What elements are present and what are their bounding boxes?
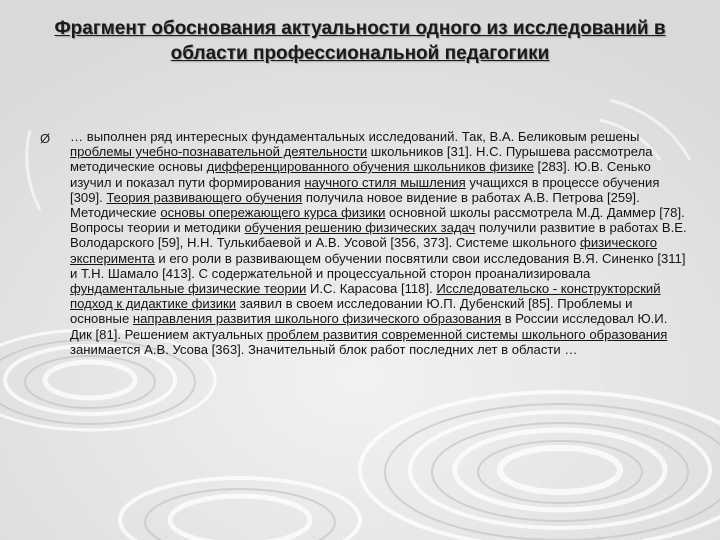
- body-text-run: получили развитие в работах В.Е. Володарского [59], Н.Н. Тулькибаевой и А.В. Усовой [356, 373]. Системе школьного: [70, 220, 687, 251]
- body-text-run: занимается А.В. Усова [363]. Значительный блок работ последних лет в области …: [70, 341, 578, 357]
- body-paragraph: [70, 129, 688, 357]
- underlined-term: научного стиля мышления: [304, 174, 466, 190]
- body-text-run: [283]. Ю.В. Сенько изучил и показал пути формирования: [70, 159, 651, 190]
- underlined-term: основы опережающего курса физики: [160, 205, 386, 221]
- body-text-run: И.С. Карасова [118].: [306, 281, 437, 297]
- underlined-term: проблемы учебно-познавательной деятельности: [70, 144, 368, 160]
- slide-title: Фрагмент обоснования актуальности одного из исследований в области профессиональной педагогики: [54, 18, 666, 64]
- underlined-term: Теория развивающего обучения: [106, 189, 303, 205]
- underlined-term: Исследовательско - конструкторский подход к дидактике физики: [70, 281, 661, 312]
- underlined-term: физического эксперимента: [70, 235, 658, 266]
- body-text-run: в России исследовал Ю.И. Дик [81]. Решением актуальных: [70, 311, 668, 342]
- body-text-run: школьников [31]. Н.С. Пурышева рассмотрела методические основы: [70, 144, 653, 175]
- bullet-arrow-icon: Ø: [40, 131, 51, 146]
- underlined-term: обучения решению физических задач: [244, 220, 476, 236]
- underlined-term: проблем развития современной системы школьного образования: [266, 326, 668, 342]
- underlined-term: дифференцированного обучения школьников физике: [206, 159, 534, 175]
- underlined-term: фундаментальные физические теории: [70, 281, 307, 297]
- underlined-term: направления развития школьного физического образования: [132, 311, 502, 327]
- body-text-run: основной школы рассмотрела М.Д. Даммер [78]. Вопросы теории и методики: [70, 205, 685, 236]
- body-text-run: заявил в своем исследовании Ю.П. Дубенский [85]. Проблемы и основные: [70, 296, 633, 327]
- body-text-run: получила новое видение в работах А.В. Петрова [259]. Методические: [70, 189, 640, 221]
- body-text-run: … выполнен ряд интересных фундаментальных исследований. Так, В.А. Беликовым решены: [70, 129, 640, 144]
- body-text-run: учащихся в процессе обучения [309].: [70, 174, 660, 205]
- body-text-run: и его роли в развивающем обучении посвятили свои исследования В.Я. Синенко [311] и Т.Н. Шамало [413]. С содержательной и процессуальной сторон проанализировала: [70, 250, 686, 281]
